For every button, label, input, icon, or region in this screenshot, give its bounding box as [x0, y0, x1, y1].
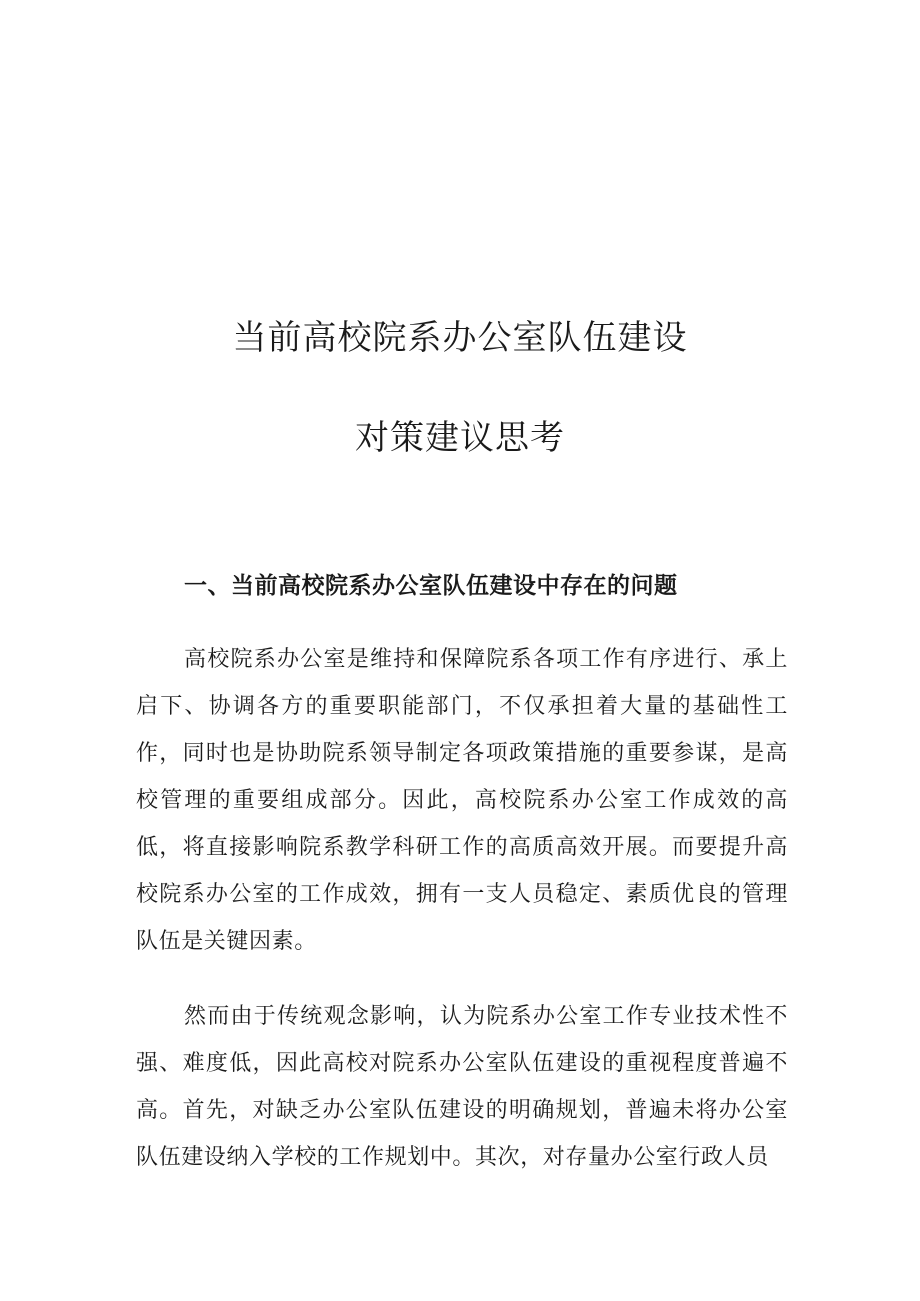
body-paragraph-1: 高校院系办公室是维持和保障院系各项工作有序进行、承上启下、协调各方的重要职能部门，不仅承担着大量的基础性工作，同时也是协助院系领导制定各项政策措施的重要参谋，是高校管理的重要组成部分。因此，高校院系办公室工作成效的高低，将直接影响院系教学科研工作的高质高效开展。而要提升高校院系办公室的工作成效，拥有一支人员稳定、素质优良的管理队伍是关键因素。 [136, 647, 788, 954]
document-title-line-1: 当前高校院系办公室队伍建设 [232, 318, 688, 358]
document-title-line-2: 对策建议思考 [355, 418, 565, 458]
section-heading: 一、当前高校院系办公室队伍建设中存在的问题 [184, 573, 678, 599]
body-paragraph-2: 然而由于传统观念影响，认为院系办公室工作专业技术性不强、难度低，因此高校对院系办公室队伍建设的重视程度普遍不高。首先，对缺乏办公室队伍建设的明确规划，普遍未将办公室队伍建设纳入学校的工作规划中。其次，对存量办公室行政人员 [136, 1004, 788, 1170]
